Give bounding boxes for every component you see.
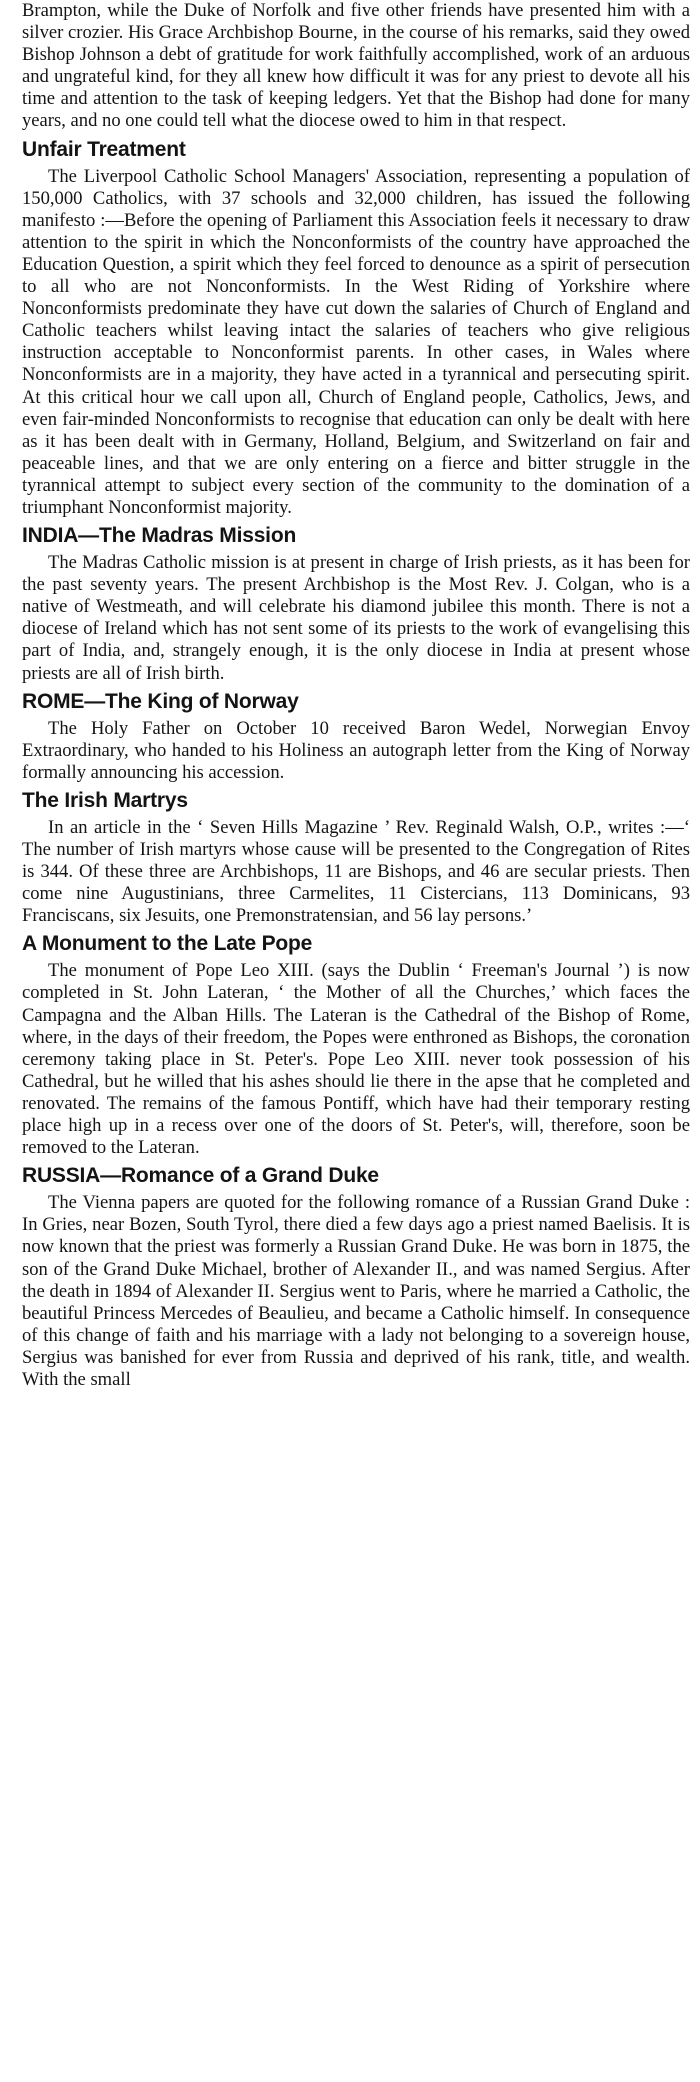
section-body-monument-late-pope: The monument of Pope Leo XIII. (says the Dublin ‘ Freeman's Journal ’) is now completed in St. John Lateran, ‘ the Mother of all the Churches,’ which faces the Campagna and the Alban Hills. The Lateran is the Cathedral of the Bishop of Rome, where, in the days of their freedom, the Popes were enthroned as Bishops, the coronation ceremony taking place in St. Peter's. Pope Leo XIII. never took possession of his Cathedral, but he willed that his ashes should lie there in the apse that he completed and renovated. The remains of the famous Pontiff, which have had their temporary resting place high up in a recess over one of the doors of St. Peter's, will, therefore, soon be removed to the Lateran. [22, 960, 690, 1159]
news-column [22, 0, 690, 1391]
section-body-russia-grand-duke: The Vienna papers are quoted for the following romance of a Russian Grand Duke : In Gries, near Bozen, South Tyrol, there died a few days ago a priest named Baelisis. It is now known that the priest was formerly a Russian Grand Duke. He was born in 1875, the son of the Grand Duke Michael, brother of Alexander II., and was named Sergius. After the death in 1894 of Alexander II. Sergius went to Paris, where he married a Catholic, the beautiful Princess Mercedes of Beaulieu, and became a Catholic himself. In consequence of this change of faith and his marriage with a lady not belonging to a sovereign house, Sergius was banished for ever from Russia and deprived of his rank, title, and wealth. With the small [22, 1192, 690, 1390]
section-body-rome-king-of-norway: The Holy Father on October 10 received Baron Wedel, Norwegian Envoy Extraordinary, who handed to his Holiness an autograph letter from the King of Norway formally announcing his accession. [22, 717, 690, 783]
section-heading-india-madras-mission: INDIA—The Madras Mission [22, 524, 297, 548]
section-body-india-madras-mission: The Madras Catholic mission is at present in charge of Irish priests, as it has been for the past seventy years. The present Archbishop is the Most Rev. J. Colgan, who is a native of Westmeath, and will celebrate his diamond jubilee this month. There is not a diocese of Ireland which has not sent some of its priests to the work of evangelising this part of India, and, strangely enough, it is the only diocese in India at present whose priests are all of Irish birth. [22, 552, 690, 684]
section-heading-russia-grand-duke: RUSSIA—Romance of a Grand Duke [22, 1164, 379, 1188]
opening-paragraph: Brampton, while the Duke of Norfolk and five other friends have presented him with a silver crozier. His Grace Archbishop Bourne, in the course of his remarks, said they owed Bishop Johnson a debt of gratitude for work faithfully accomplished, work of an arduous and ungrateful kind, for they all knew how difficult it was for any priest to devote all his time and attention to the task of keeping ledgers. Yet that the Bishop had done for many years, and no one could tell what the diocese owed to him in that respect. [22, 0, 690, 132]
section-heading-monument-late-pope: A Monument to the Late Pope [22, 932, 313, 956]
section-heading-rome-king-of-norway: ROME—The King of Norway [22, 689, 299, 713]
section-heading-unfair-treatment: Unfair Treatment [22, 137, 186, 161]
section-body-irish-martyrs: In an article in the ‘ Seven Hills Magazine ’ Rev. Reginald Walsh, O.P., writes :—‘ The number of Irish martyrs whose cause will be presented to the Congregation of Rites is 344. Of these three are Archbishops, 11 are Bishops, and 46 are secular priests. Then come nine Augustinians, three Carmelites, 11 Cistercians, 113 Dominicans, 93 Franciscans, six Jesuits, one Premonstratensian, and 56 lay persons.’ [22, 816, 690, 927]
section-body-unfair-treatment: The Liverpool Catholic School Managers' Association, representing a population of 150,000 Catholics, with 37 schools and 32,000 children, has issued the following manifesto :—Before the opening of Parliament this Association feels it necessary to draw attention to the spirit in which the Nonconformists of the country have approached the Education Question, a spirit which they feel forced to denounce as a spirit of persecution to all who are not Nonconformists. In the West Riding of Yorkshire where Nonconformists predominate they have cut down the salaries of Church of England and Catholic teachers whilst leaving intact the salaries of teachers who give religious instruction acceptable to Nonconformist parents. In other cases, in Wales where Nonconformists are in a majority, they have acted in a tyrannical and persecuting spirit. At this critical hour we call upon all, Church of England people, Catholics, Jews, and even fair-minded Nonconformists to recognise that education can only be dealt with here as it has been dealt with in Germany, Holland, Belgium, and Switzerland on fair and peaceable lines, and that we are only entering on a fierce and bitter struggle in the tyrannical attempt to subject every section of the community to the domination of a triumphant Nonconformist majority. [22, 165, 690, 518]
section-heading-irish-martyrs: The Irish Martrys [22, 788, 188, 812]
